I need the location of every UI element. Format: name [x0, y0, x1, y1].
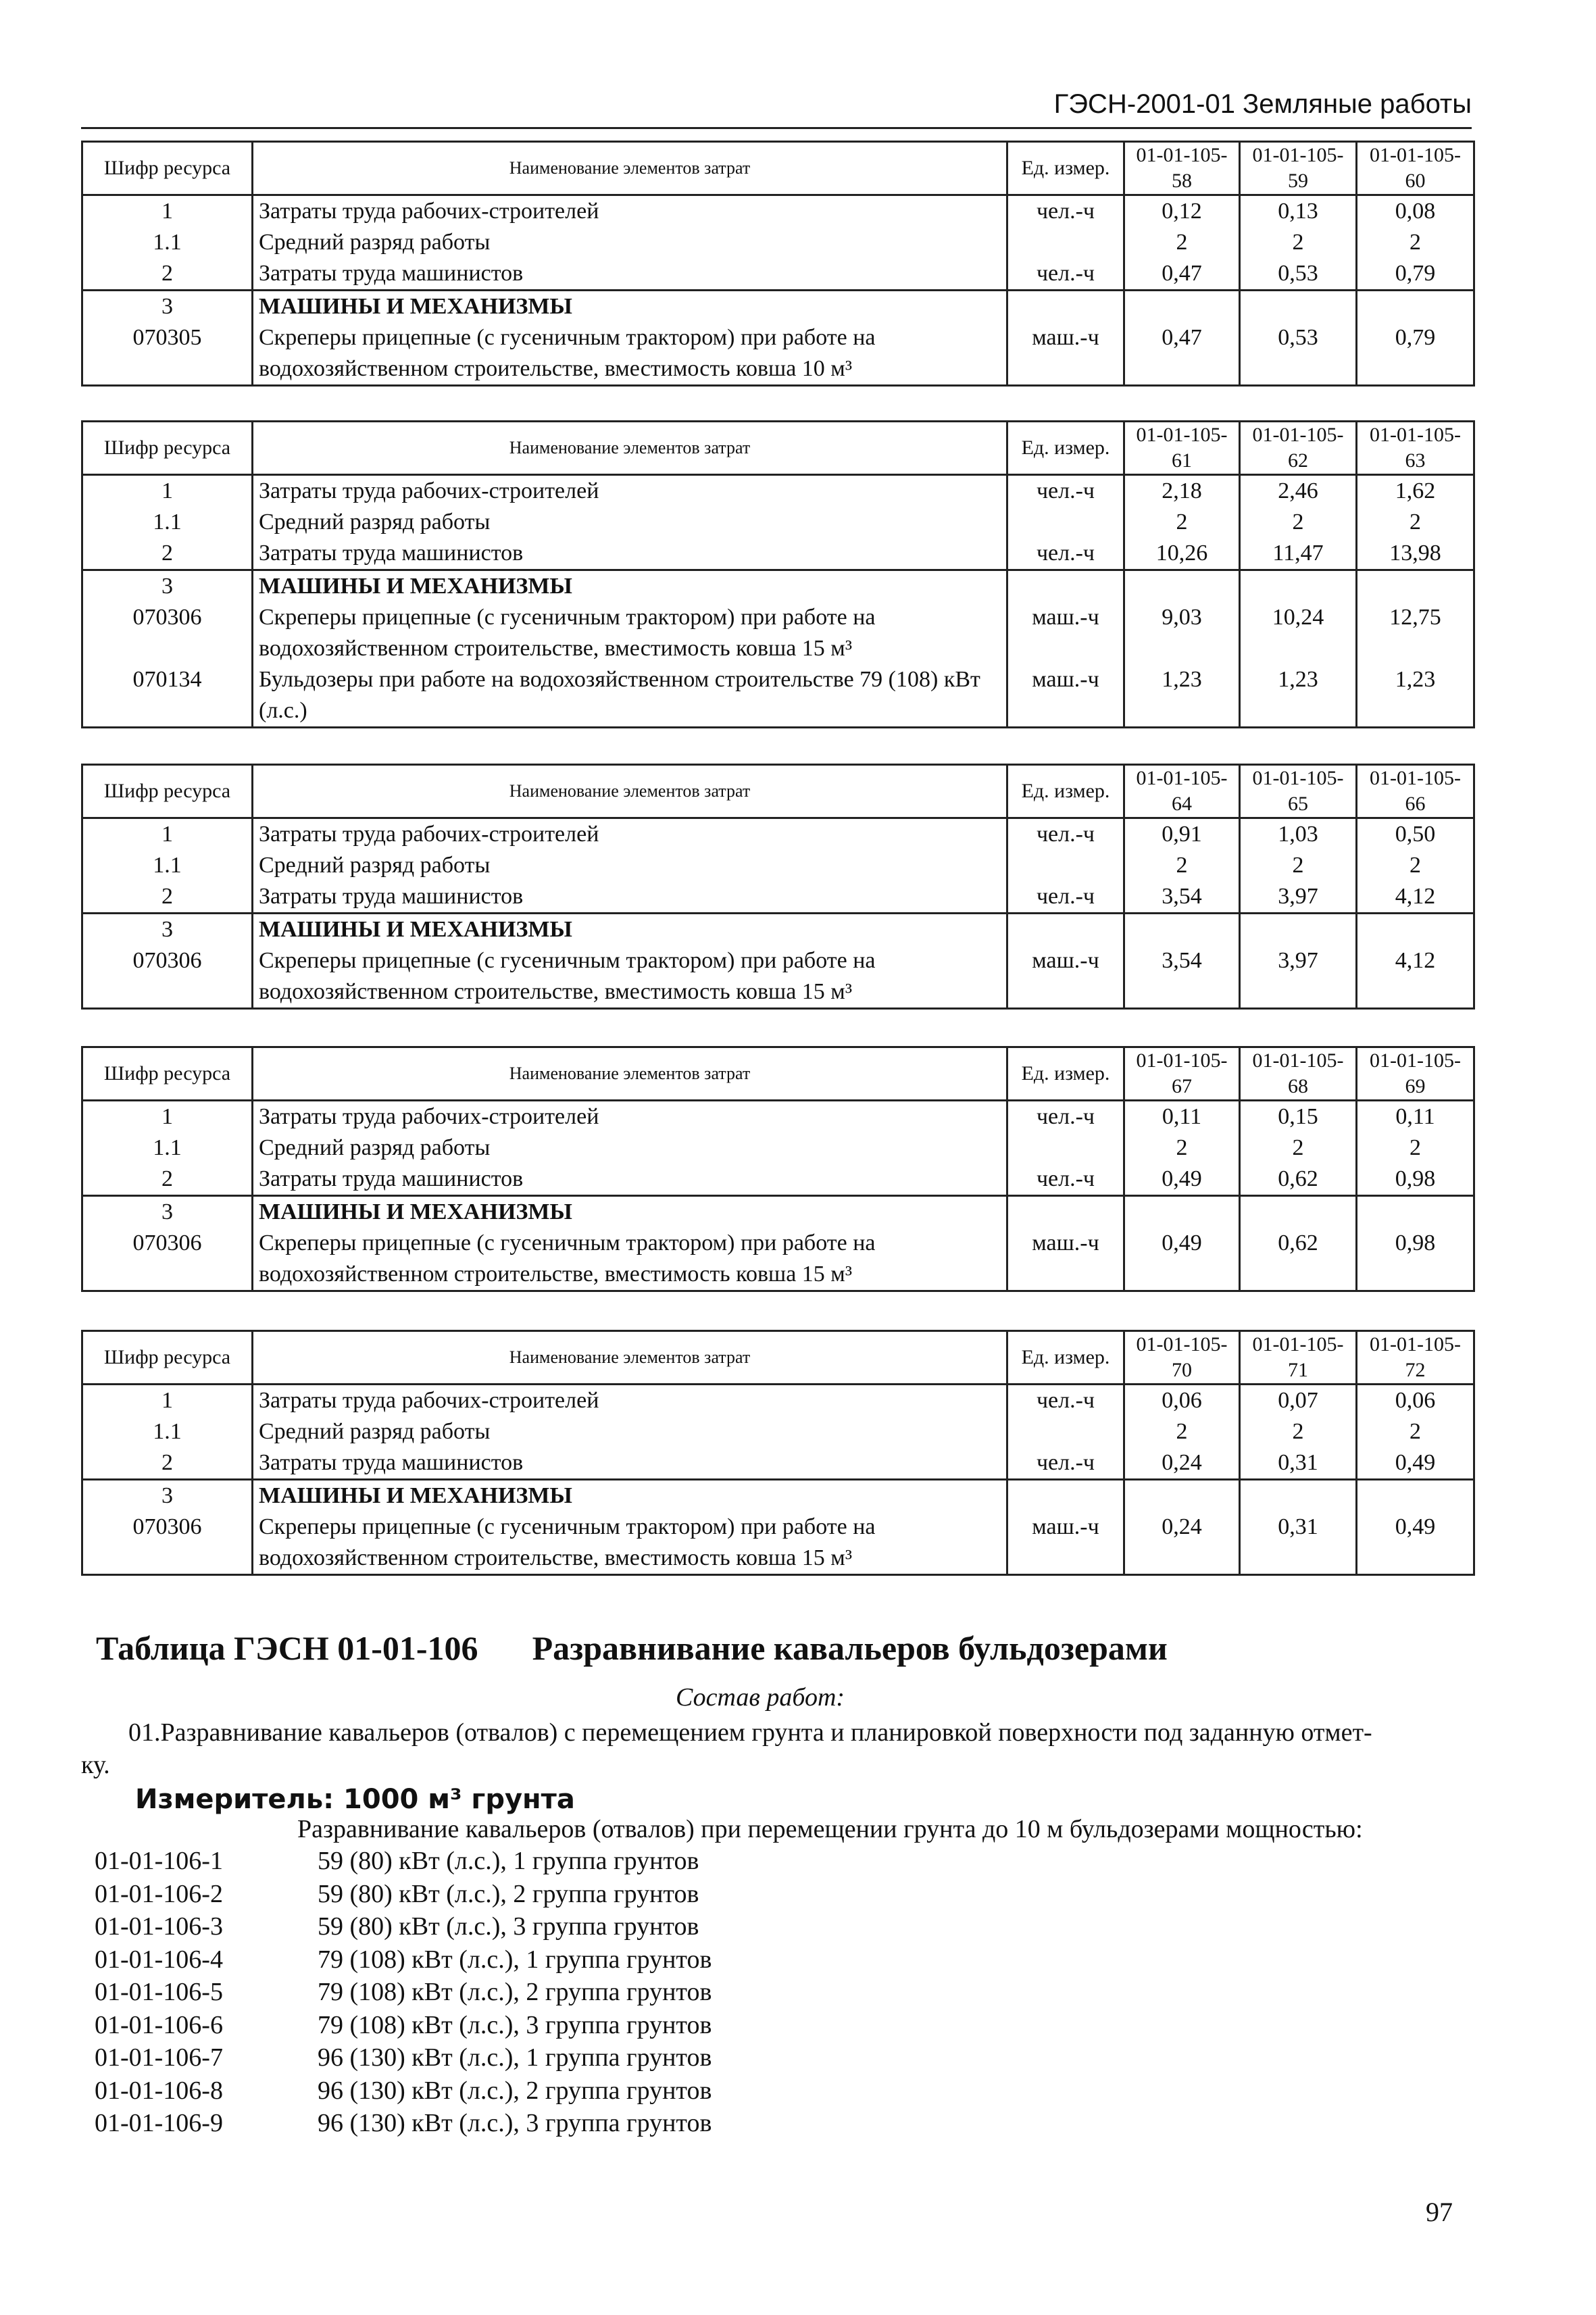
list-item: 01-01-106-2 59 (80) кВт (л.с.), 2 группа грунтов	[95, 1879, 699, 1908]
col-header-code: Шифр ресурса	[82, 1331, 253, 1385]
resource-table-4	[81, 1046, 1475, 1292]
work-heading: Состав работ:	[676, 1683, 845, 1712]
table-label: Таблица ГЭСН 01-01-106	[96, 1629, 478, 1667]
table-row: 1 Затраты труда рабочих-строителей чел.-ч 2,18 2,46 1,62	[82, 475, 1474, 507]
table-row: 2 Затраты труда машинистов чел.-ч 3,54 3,97 4,12	[82, 881, 1474, 914]
work-item: 01.Разравнивание кавальеров (отвалов) с перемещением грунта и планировкой поверхности под заданную отмет-	[128, 1718, 1372, 1747]
col-header-norm: 01-01-105-67	[1124, 1047, 1240, 1101]
table-row: 3 МАШИНЫ И МЕХАНИЗМЫ	[82, 1196, 1474, 1228]
col-header-unit: Ед. измер.	[1007, 142, 1124, 195]
table-row: 2 Затраты труда машинистов чел.-ч 0,24 0,31 0,49	[82, 1447, 1474, 1480]
table-row: 070306 Скреперы прицепные (с гусеничным трактором) при работе на водохозяйственном строительстве, вместимость ковша 15 м³ маш.-ч 0,49 0,62 0,98	[82, 1228, 1474, 1291]
list-item: 01-01-106-7 96 (130) кВт (л.с.), 1 группа грунтов	[95, 2043, 712, 2072]
table-row: 1.1 Средний разряд работы 2 2 2	[82, 1416, 1474, 1447]
resource-table-2	[81, 420, 1475, 728]
list-item: 01-01-106-8 96 (130) кВт (л.с.), 2 группа грунтов	[95, 2076, 712, 2105]
col-header-unit: Ед. измер.	[1007, 1047, 1124, 1101]
page-number: 97	[1426, 2197, 1453, 2227]
running-header: ГЭСН-2001-01 Земляные работы	[81, 89, 1472, 129]
table-row: 070306 Скреперы прицепные (с гусеничным трактором) при работе на водохозяйственном строительстве, вместимость ковша 15 м³ маш.-ч 0,24 0,31 0,49	[82, 1512, 1474, 1575]
col-header-norm: 01-01-105-69	[1357, 1047, 1474, 1101]
table-row: 070306 Скреперы прицепные (с гусеничным трактором) при работе на водохозяйственном строительстве, вместимость ковша 15 м³ маш.-ч 9,03 10,24 12,75	[82, 602, 1474, 664]
col-header-norm: 01-01-105-63	[1357, 422, 1474, 475]
col-header-norm: 01-01-105-72	[1357, 1331, 1474, 1385]
col-header-norm: 01-01-105-65	[1240, 765, 1357, 818]
table-row: 070134 Бульдозеры при работе на водохозяйственном строительстве 79 (108) кВт (л.с.) маш.-ч 1,23 1,23 1,23	[82, 664, 1474, 728]
col-header-unit: Ед. измер.	[1007, 1331, 1124, 1385]
col-header-name: Наименование элементов затрат	[253, 422, 1007, 475]
table-row: 1.1 Средний разряд работы 2 2 2	[82, 507, 1474, 538]
table-row: 1 Затраты труда рабочих-строителей чел.-ч 0,11 0,15 0,11	[82, 1101, 1474, 1133]
table-row: 1.1 Средний разряд работы 2 2 2	[82, 227, 1474, 258]
list-item: 01-01-106-4 79 (108) кВт (л.с.), 1 группа грунтов	[95, 1945, 712, 1974]
table-row: 1 Затраты труда рабочих-строителей чел.-ч 0,91 1,03 0,50	[82, 818, 1474, 851]
col-header-unit: Ед. измер.	[1007, 765, 1124, 818]
col-header-code: Шифр ресурса	[82, 1047, 253, 1101]
table-row: 3 МАШИНЫ И МЕХАНИЗМЫ	[82, 570, 1474, 603]
table-row: 1.1 Средний разряд работы 2 2 2	[82, 1132, 1474, 1164]
col-header-code: Шифр ресурса	[82, 142, 253, 195]
list-item: 01-01-106-3 59 (80) кВт (л.с.), 3 группа грунтов	[95, 1912, 699, 1941]
table-row: 2 Затраты труда машинистов чел.-ч 0,49 0,62 0,98	[82, 1164, 1474, 1196]
col-header-code: Шифр ресурса	[82, 422, 253, 475]
col-header-code: Шифр ресурса	[82, 765, 253, 818]
col-header-norm: 01-01-105-68	[1240, 1047, 1357, 1101]
table-row: 070305 Скреперы прицепные (с гусеничным трактором) при работе на водохозяйственном строительстве, вместимость ковша 10 м³ маш.-ч 0,47 0,53 0,79	[82, 322, 1474, 386]
col-header-norm: 01-01-105-71	[1240, 1331, 1357, 1385]
col-header-norm: 01-01-105-64	[1124, 765, 1240, 818]
norm-intro: Разравнивание кавальеров (отвалов) при перемещении грунта до 10 м бульдозерами мощностью:	[297, 1815, 1363, 1843]
list-item: 01-01-106-9 96 (130) кВт (л.с.), 3 группа грунтов	[95, 2109, 712, 2137]
section-title	[96, 1628, 1168, 1668]
work-item-cont: ку.	[81, 1751, 110, 1779]
list-item: 01-01-106-5 79 (108) кВт (л.с.), 2 группа грунтов	[95, 1978, 712, 2006]
col-header-norm: 01-01-105-62	[1240, 422, 1357, 475]
table-row: 3 МАШИНЫ И МЕХАНИЗМЫ	[82, 914, 1474, 946]
col-header-norm: 01-01-105-60	[1357, 142, 1474, 195]
col-header-name: Наименование элементов затрат	[253, 142, 1007, 195]
table-row: 1 Затраты труда рабочих-строителей чел.-ч 0,12 0,13 0,08	[82, 195, 1474, 228]
col-header-norm: 01-01-105-61	[1124, 422, 1240, 475]
col-header-unit: Ед. измер.	[1007, 422, 1124, 475]
resource-table-1	[81, 141, 1475, 387]
col-header-norm: 01-01-105-59	[1240, 142, 1357, 195]
col-header-name: Наименование элементов затрат	[253, 1331, 1007, 1385]
table-row: 3 МАШИНЫ И МЕХАНИЗМЫ	[82, 291, 1474, 323]
list-item: 01-01-106-1 59 (80) кВт (л.с.), 1 группа грунтов	[95, 1847, 699, 1875]
table-row: 2 Затраты труда машинистов чел.-ч 10,26 11,47 13,98	[82, 538, 1474, 570]
col-header-name: Наименование элементов затрат	[253, 765, 1007, 818]
col-header-norm: 01-01-105-70	[1124, 1331, 1240, 1385]
col-header-name: Наименование элементов затрат	[253, 1047, 1007, 1101]
table-row: 1 Затраты труда рабочих-строителей чел.-ч 0,06 0,07 0,06	[82, 1385, 1474, 1417]
resource-table-3	[81, 764, 1475, 1010]
col-header-norm: 01-01-105-58	[1124, 142, 1240, 195]
norm-code-list	[95, 1845, 712, 2140]
resource-table-5	[81, 1330, 1475, 1576]
table-row: 070306 Скреперы прицепные (с гусеничным трактором) при работе на водохозяйственном строительстве, вместимость ковша 15 м³ маш.-ч 3,54 3,97 4,12	[82, 945, 1474, 1009]
measure-unit: Измеритель: 1000 м³ грунта	[135, 1784, 575, 1815]
table-row: 2 Затраты труда машинистов чел.-ч 0,47 0,53 0,79	[82, 258, 1474, 291]
table-name: Разравнивание кавальеров бульдозерами	[532, 1629, 1168, 1667]
table-row: 3 МАШИНЫ И МЕХАНИЗМЫ	[82, 1480, 1474, 1512]
list-item: 01-01-106-6 79 (108) кВт (л.с.), 3 группа грунтов	[95, 2010, 712, 2039]
table-row: 1.1 Средний разряд работы 2 2 2	[82, 850, 1474, 881]
col-header-norm: 01-01-105-66	[1357, 765, 1474, 818]
